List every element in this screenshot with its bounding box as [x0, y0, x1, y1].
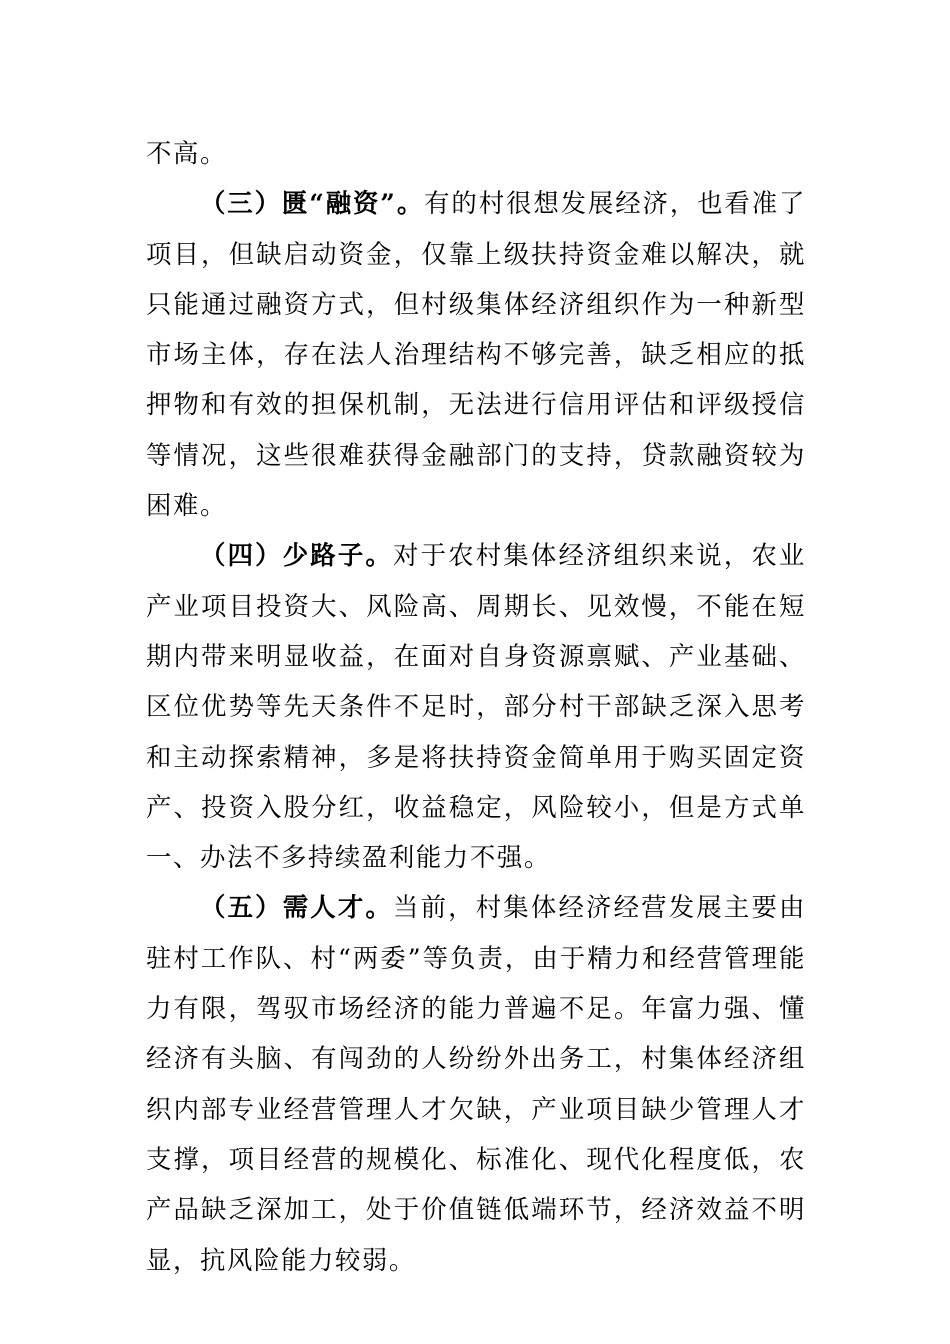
document-body [146, 128, 806, 1285]
paragraph-text: 不高。 [146, 138, 227, 168]
section-heading-4: （四）少路子。 [200, 540, 394, 571]
paragraph-text: 有的村很想发展经济，也看准了项目，但缺启动资金，仅靠上级扶持资金难以解决，就只能通过融资方式，但村级集体经济组织作为一种新型市场主体，存在法人治理结构不够完善，缺乏相应的抵押物和有效的担保机制，无法进行信用评估和评级授信等情况，这些很难获得金融部门的支持，贷款融资较为困难。 [146, 188, 807, 521]
paragraph-text: 当前，村集体经济经营发展主要由驻村工作队、村“两委”等负责，由于精力和经营管理能力有限，驾驭市场经济的能力普遍不足。年富力强、懂经济有头脑、有闯劲的人纷纷外出务工，村集体经济组织内部专业经营管理人才欠缺，产业项目缺少管理人才支撑，项目经营的规模化、标准化、现代化程度低，农产品缺乏深加工，处于价值链低端环节，经济效益不明显，抗风险能力较弱。 [146, 892, 807, 1275]
paragraph-section-5 [146, 882, 806, 1284]
paragraph-section-3 [146, 178, 806, 530]
section-heading-5: （五）需人才。 [200, 892, 394, 923]
paragraph-continuation [146, 128, 806, 178]
section-heading-3: （三）匮“融资”。 [200, 188, 425, 219]
paragraph-section-4 [146, 530, 806, 882]
paragraph-text: 对于农村集体经济组织来说，农业产业项目投资大、风险高、周期长、见效慢，不能在短期内带来明显收益，在面对自身资源禀赋、产业基础、区位优势等先天条件不足时，部分村干部缺乏深入思考和主动探索精神，多是将扶持资金简单用于购买固定资产、投资入股分红，收益稳定，风险较小，但是方式单一、办法不多持续盈利能力不强。 [146, 540, 807, 873]
